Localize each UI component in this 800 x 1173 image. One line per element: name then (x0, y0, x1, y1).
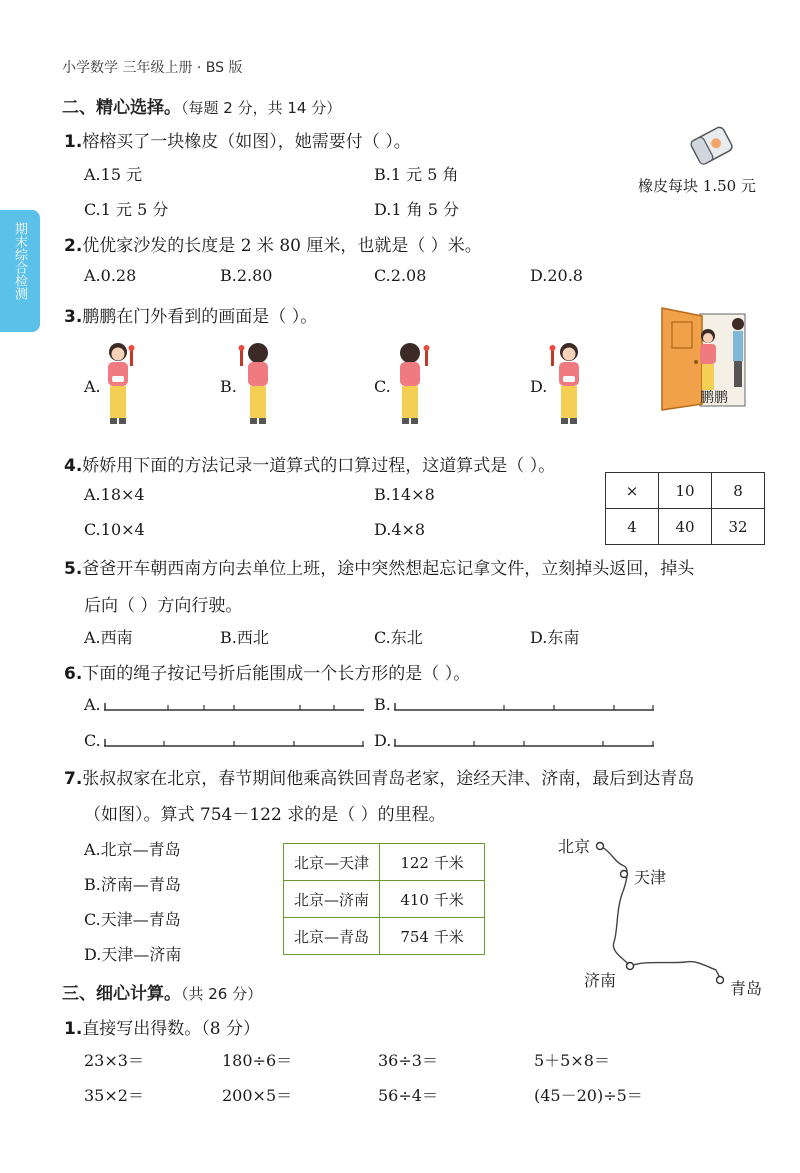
section-3-label: 三、细心计算。 (62, 984, 181, 1004)
section-3-points: （共 26 分） (181, 985, 263, 1003)
q5-option-b[interactable]: B.西北 (220, 628, 269, 647)
q7-option-a[interactable]: A.北京—青岛 (84, 840, 181, 859)
q2-option-c[interactable]: C.2.08 (374, 266, 427, 285)
q5-option-d[interactable]: D.东南 (530, 628, 580, 647)
question-7-text: 张叔叔家在北京，春节期间他乘高铁回青岛老家，途经天津、济南，最后到达青岛 (82, 769, 695, 789)
rope-b (394, 700, 656, 714)
table-cell: 122 千米 (380, 844, 485, 881)
question-7-number: 7. (64, 769, 83, 789)
section-2-label: 二、精心选择。 (62, 98, 181, 118)
q2-option-a[interactable]: A.0.28 (84, 266, 137, 285)
calc-item: (45－20)÷5＝ (534, 1086, 643, 1105)
q2-option-b[interactable]: B.2.80 (220, 266, 273, 285)
calc-item: 5＋5×8＝ (534, 1051, 610, 1070)
calc-item: 56÷4＝ (378, 1086, 438, 1105)
girl-back-right-icon (392, 338, 434, 433)
table-row (606, 509, 765, 545)
calc-item: 36÷3＝ (378, 1051, 438, 1070)
map-label-tianjin: 天津 (634, 868, 667, 887)
calc-item: 35×2＝ (84, 1086, 144, 1105)
question-6-number: 6. (64, 664, 83, 684)
q3-option-b[interactable]: B. (220, 377, 237, 396)
question-3-text: 鹏鹏在门外看到的画面是（ ）。 (82, 307, 318, 327)
side-tab (0, 210, 40, 332)
q5-option-c[interactable]: C.东北 (374, 628, 423, 647)
q1-option-a[interactable]: A.15 元 (84, 165, 143, 184)
q4-multiplication-table (605, 472, 765, 545)
question-7 (64, 764, 694, 789)
table-cell: 32 (712, 509, 765, 545)
girl-front-left-icon (100, 338, 142, 433)
q6-option-c[interactable]: C. (84, 731, 101, 750)
question-4-text: 娇娇用下面的方法记录一道算式的口算过程，这道算式是（ ）。 (82, 456, 556, 476)
section-3-title (62, 979, 262, 1004)
table-cell: × (606, 473, 659, 509)
question-1-number: 1. (64, 132, 83, 152)
calc-item: 23×3＝ (84, 1051, 144, 1070)
q3-option-a[interactable]: A. (84, 377, 101, 396)
map-label-beijing: 北京 (558, 837, 591, 856)
calc-question-1-number: 1. (64, 1019, 83, 1039)
map-label-qingdao: 青岛 (730, 979, 763, 998)
q4-option-b[interactable]: B.14×8 (374, 485, 435, 504)
rope-d (394, 736, 656, 750)
q7-option-b[interactable]: B.济南—青岛 (84, 875, 181, 894)
table-row (284, 844, 485, 881)
q1-option-b[interactable]: B.1 元 5 角 (374, 165, 459, 184)
calc-item: 180÷6＝ (222, 1051, 293, 1070)
page-header: 小学数学 三年级上册 · BS 版 (62, 60, 243, 76)
section-2-title (62, 93, 341, 118)
question-5-text: 爸爸开车朝西南方向去单位上班，途中突然想起忘记拿文件，立刻掉头返回，掉头 (82, 559, 695, 579)
girl-front-right-icon (547, 338, 589, 433)
q3-caption-pengpeng: 鹏鹏 (700, 390, 728, 406)
table-cell: 北京—青岛 (284, 918, 380, 955)
q1-eraser-caption: 橡皮每块 1.50 元 (638, 177, 756, 195)
question-3 (64, 302, 317, 327)
question-2-text: 优优家沙发的长度是 2 米 80 厘米，也就是（ ）米。 (82, 236, 482, 256)
question-7-text-line2: （如图）。算式 754－122 求的是（ ）的里程。 (84, 805, 446, 825)
table-cell: 北京—济南 (284, 881, 380, 918)
q6-option-a[interactable]: A. (84, 695, 101, 714)
table-cell: 8 (712, 473, 765, 509)
calc-question-1 (64, 1014, 260, 1039)
q3-option-c[interactable]: C. (374, 377, 391, 396)
table-row (284, 881, 485, 918)
q6-option-b[interactable]: B. (374, 695, 391, 714)
jinan-point (627, 963, 634, 970)
question-4 (64, 451, 555, 476)
map-label-jinan: 济南 (584, 971, 617, 990)
q4-option-d[interactable]: D.4×8 (374, 520, 426, 539)
table-cell: 10 (659, 473, 712, 509)
question-1-text: 榕榕买了一块橡皮（如图），她需要付（ ）。 (82, 132, 411, 152)
q2-option-d[interactable]: D.20.8 (530, 266, 583, 285)
table-cell: 北京—天津 (284, 844, 380, 881)
rope-c (104, 736, 366, 750)
table-cell: 4 (606, 509, 659, 545)
question-6 (64, 659, 470, 684)
question-3-number: 3. (64, 307, 83, 327)
section-2-points: （每题 2 分，共 14 分） (181, 99, 342, 117)
question-1 (64, 127, 411, 152)
question-5 (64, 554, 694, 579)
girl-back-left-icon (236, 338, 278, 433)
rope-a (104, 700, 366, 714)
qingdao-point (717, 977, 724, 984)
table-row (284, 918, 485, 955)
question-2 (64, 231, 482, 256)
q7-option-d[interactable]: D.天津—济南 (84, 945, 182, 964)
q4-option-c[interactable]: C.10×4 (84, 520, 145, 539)
q3-option-d[interactable]: D. (530, 377, 548, 396)
q6-option-d[interactable]: D. (374, 731, 392, 750)
q1-option-d[interactable]: D.1 角 5 分 (374, 200, 459, 219)
calc-item: 200×5＝ (222, 1086, 293, 1105)
eraser-icon (688, 122, 738, 170)
table-row (606, 473, 765, 509)
question-6-text: 下面的绳子按记号折后能围成一个长方形的是（ ）。 (82, 664, 471, 684)
q7-option-c[interactable]: C.天津—青岛 (84, 910, 181, 929)
q1-option-c[interactable]: C.1 元 5 分 (84, 200, 169, 219)
q5-option-a[interactable]: A.西南 (84, 628, 133, 647)
table-cell: 410 千米 (380, 881, 485, 918)
question-4-number: 4. (64, 456, 83, 476)
beijing-point (597, 843, 604, 850)
side-tab-label: 期末综合检测 (12, 222, 27, 300)
tianjin-point (621, 871, 628, 878)
question-2-number: 2. (64, 236, 83, 256)
table-cell: 40 (659, 509, 712, 545)
question-5-text-line2: 后向（ ）方向行驶。 (84, 596, 243, 616)
question-5-number: 5. (64, 559, 83, 579)
q7-distance-table (283, 843, 485, 955)
calc-question-1-text: 直接写出得数。（8 分） (82, 1019, 261, 1039)
q4-option-a[interactable]: A.18×4 (84, 485, 145, 504)
table-cell: 754 千米 (380, 918, 485, 955)
